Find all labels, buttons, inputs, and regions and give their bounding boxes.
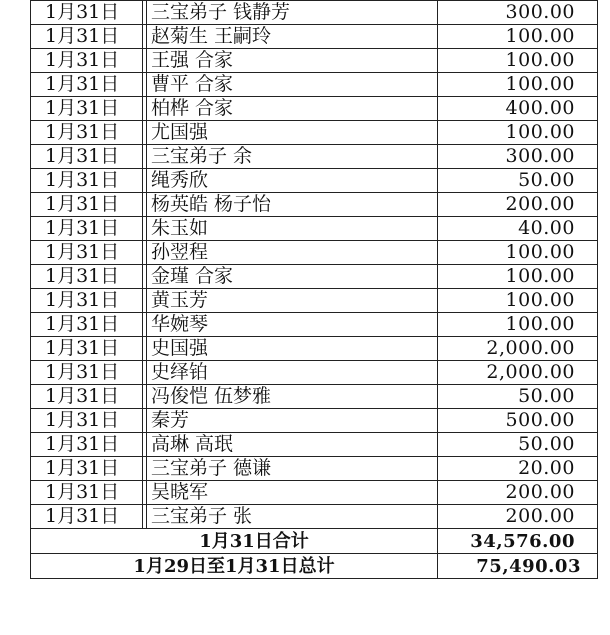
amount-cell: 50.00: [438, 385, 598, 409]
amount-cell: 40.00: [438, 217, 598, 241]
amount-cell: 2,000.00: [438, 337, 598, 361]
amount-cell: 100.00: [438, 241, 598, 265]
amount-cell: 2,000.00: [438, 361, 598, 385]
amount-cell: 20.00: [438, 457, 598, 481]
table-row: [31, 241, 598, 265]
name-cell: 孙翌程: [147, 241, 438, 265]
table-row: [31, 385, 598, 409]
name-cell: 赵菊生 王嗣玲: [147, 25, 438, 49]
amount-cell: 200.00: [438, 193, 598, 217]
name-cell: 曹平 合家: [147, 73, 438, 97]
subtotal-label: 1月31日合计: [31, 529, 438, 554]
name-cell: 杨英皓 杨子怡: [147, 193, 438, 217]
date-cell: 1月31日: [31, 409, 143, 433]
name-cell: 尤国强: [147, 121, 438, 145]
date-cell: 1月31日: [31, 97, 143, 121]
amount-cell: 300.00: [438, 145, 598, 169]
table-row: [31, 97, 598, 121]
date-cell: 1月31日: [31, 193, 143, 217]
amount-cell: 500.00: [438, 409, 598, 433]
date-cell: 1月31日: [31, 121, 143, 145]
date-cell: 1月31日: [31, 361, 143, 385]
name-cell: 史绎铂: [147, 361, 438, 385]
table-row: [31, 361, 598, 385]
table-row: [31, 217, 598, 241]
date-cell: 1月31日: [31, 385, 143, 409]
date-cell: 1月31日: [31, 505, 143, 529]
name-cell: 三宝弟子 张: [147, 505, 438, 529]
table-row: [31, 457, 598, 481]
date-cell: 1月31日: [31, 457, 143, 481]
amount-cell: 100.00: [438, 313, 598, 337]
name-cell: 三宝弟子 余: [147, 145, 438, 169]
table-row: [31, 289, 598, 313]
date-cell: 1月31日: [31, 289, 143, 313]
amount-cell: 100.00: [438, 49, 598, 73]
date-cell: 1月31日: [31, 313, 143, 337]
table-row: [31, 265, 598, 289]
name-cell: 三宝弟子 钱静芳: [147, 1, 438, 25]
date-cell: 1月31日: [31, 25, 143, 49]
name-cell: 吴晓军: [147, 481, 438, 505]
amount-cell: 100.00: [438, 289, 598, 313]
date-cell: 1月31日: [31, 433, 143, 457]
name-cell: 华婉琴: [147, 313, 438, 337]
date-cell: 1月31日: [31, 73, 143, 97]
table-row: [31, 193, 598, 217]
amount-cell: 300.00: [438, 1, 598, 25]
grand-total-row: [31, 554, 598, 579]
amount-cell: 100.00: [438, 73, 598, 97]
amount-cell: 100.00: [438, 121, 598, 145]
amount-cell: 100.00: [438, 25, 598, 49]
date-cell: 1月31日: [31, 169, 143, 193]
amount-cell: 50.00: [438, 169, 598, 193]
name-cell: 朱玉如: [147, 217, 438, 241]
name-cell: 三宝弟子 德谦: [147, 457, 438, 481]
table-row: [31, 73, 598, 97]
table-row: [31, 169, 598, 193]
table-row: [31, 433, 598, 457]
name-cell: 柏桦 合家: [147, 97, 438, 121]
date-cell: 1月31日: [31, 217, 143, 241]
table-row: [31, 121, 598, 145]
date-cell: 1月31日: [31, 265, 143, 289]
name-cell: 高琳 高珉: [147, 433, 438, 457]
table-row: [31, 505, 598, 529]
date-cell: 1月31日: [31, 241, 143, 265]
subtotal-row: [31, 529, 598, 554]
date-cell: 1月31日: [31, 1, 143, 25]
table-row: [31, 145, 598, 169]
name-cell: 秦芳: [147, 409, 438, 433]
name-cell: 绳秀欣: [147, 169, 438, 193]
grand-total-label: 1月29日至1月31日总计: [31, 554, 438, 579]
table-row: [31, 337, 598, 361]
table-row: [31, 409, 598, 433]
date-cell: 1月31日: [31, 145, 143, 169]
table-row: [31, 313, 598, 337]
date-cell: 1月31日: [31, 481, 143, 505]
table-row: [31, 481, 598, 505]
name-cell: 冯俊恺 伍梦雅: [147, 385, 438, 409]
date-cell: 1月31日: [31, 49, 143, 73]
name-cell: 黄玉芳: [147, 289, 438, 313]
name-cell: 王强 合家: [147, 49, 438, 73]
subtotal-amount: 34,576.00: [438, 529, 598, 554]
donation-table: [30, 0, 598, 579]
amount-cell: 50.00: [438, 433, 598, 457]
table-row: [31, 1, 598, 25]
date-cell: 1月31日: [31, 337, 143, 361]
name-cell: 金瑾 合家: [147, 265, 438, 289]
name-cell: 史国强: [147, 337, 438, 361]
donation-ledger: [30, 0, 597, 579]
amount-cell: 200.00: [438, 505, 598, 529]
amount-cell: 100.00: [438, 265, 598, 289]
amount-cell: 400.00: [438, 97, 598, 121]
amount-cell: 200.00: [438, 481, 598, 505]
grand-total-amount: 75,490.03: [438, 554, 598, 579]
table-row: [31, 25, 598, 49]
table-row: [31, 49, 598, 73]
